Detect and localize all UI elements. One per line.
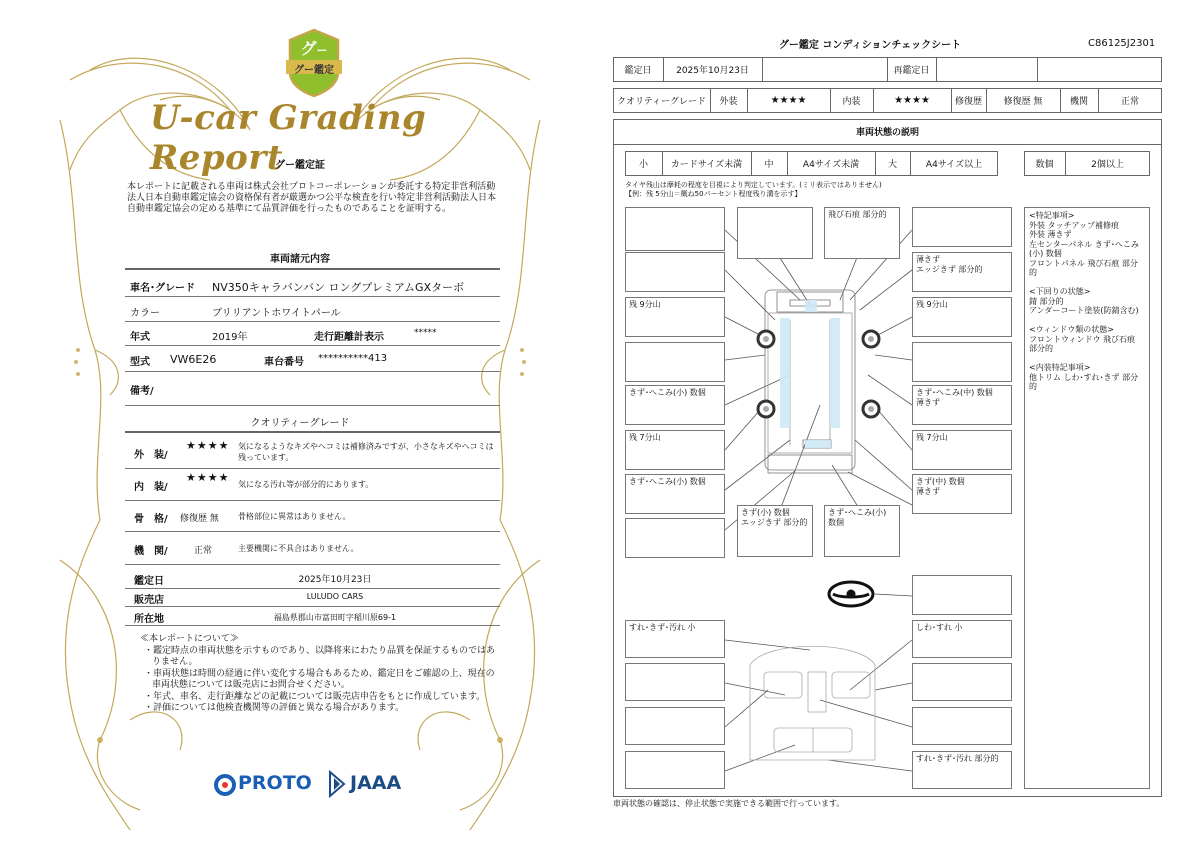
divider [125,564,500,565]
detail-box [625,252,725,292]
proto-logo: PROTO [238,772,312,794]
report-notes [140,634,500,715]
detail-box [912,342,1012,382]
int-label: 内装 [842,97,861,107]
detail-box [912,663,1012,701]
detail-box [737,207,813,259]
exterior-stars: ★★★★ [186,439,230,452]
detail-box [625,342,725,382]
name-value: NV350キャラバンバン ロングプレミアムGXターボ [212,281,465,294]
interior-icon [750,646,875,760]
condition-heading: 車両状態の説明 [855,128,919,138]
special-note-line: <内装特記事項> [1029,363,1091,372]
year-value: 2019年 [212,332,248,343]
date-label: 鑑定日 [624,66,652,76]
engine-value: 正常 [1120,97,1139,107]
remarks-label: 備考/ [130,386,154,397]
divider [125,431,500,433]
detail-box-tire-fl: 残 9分山 [625,297,725,337]
size-small-desc: カードサイズ未満 [670,160,743,170]
special-note-line: <ウィンドウ類の状態> [1029,325,1114,334]
badge-logo: グー [300,39,328,58]
special-note-line [1029,316,1145,326]
detail-box-front-right: 薄きず エッジきず 部分的 [912,252,1012,292]
divider [125,371,500,372]
size-small: 小 [638,160,648,170]
special-note-line: フロントパネル 飛び石痕 部分的 [1029,258,1138,277]
special-note-line: アンダーコート塗装(防錆含む) [1029,306,1139,315]
mileage-value: ***** [414,328,437,338]
detail-box [625,663,725,701]
int-stars: ★★★★ [894,95,930,106]
engine-note: 主要機関に不具合はありません。 [238,544,359,553]
notes-heading: ≪本レポートについて≫ [140,634,239,644]
detail-box [625,751,725,789]
chassis-value: **********413 [318,353,388,364]
detail-box-rear-seat: すれ･きず･汚れ 部分的 [912,751,1012,789]
repair-value: 修復歴 無 [1003,97,1043,107]
detail-box-rear: きず(小) 数個 エッジきず 部分的 [737,505,813,557]
size-large: 大 [887,160,897,170]
detail-box-tire-rl: 残 7分山 [625,430,725,470]
ext-stars: ★★★★ [770,95,807,106]
detail-box-rear-left: きず･へこみ(小) 数個 [625,474,725,514]
exterior-label: 外 装/ [134,450,168,461]
steering-wheel-icon [829,582,873,606]
address-label: 所在地 [134,614,164,625]
special-notes-list [1029,211,1145,392]
divider [125,345,500,346]
special-note-line: <特記事項> [1029,211,1075,220]
divider [125,405,500,406]
model-value: VW6E26 [170,353,217,366]
detail-box [912,707,1012,745]
specs-heading: 車両諸元内容 [270,254,330,265]
ext-label: 外装 [719,97,738,107]
detail-box [625,518,725,558]
exterior-note: 気になるようなキズやヘコミは補修済みですが、小さなキズやヘコミは残っています。 [238,442,494,462]
dealer-value: LULUDO CARS [306,592,364,601]
cert-heading: グー鑑定証 [275,160,325,171]
divider [125,588,500,589]
jaaa-logo: JAAA [350,772,402,794]
sheet-title: グー鑑定 コンディションチェックシート [778,40,962,51]
detail-box-left-side: きず･へこみ(小) 数個 [625,385,725,425]
model-label: 型式 [130,357,150,368]
divider [125,606,500,607]
detail-box-rear-right: きず(中) 数個 薄きず [912,474,1012,514]
interior-label: 内 装/ [134,482,168,493]
report-title: U-car Grading Report [150,98,427,178]
note-item: ・車両状態は時間の経過に伴い変化する場合もあるため、鑑定日をご確認の上、現在の車両状態については販売店にお問合せください。 [144,668,495,690]
engine-label: 機関 [1069,97,1088,107]
detail-box-interior-right: しわ･すれ 小 [912,620,1012,658]
redate-label: 再鑑定日 [893,66,930,76]
detail-box-tire-fr: 残 9分山 [912,297,1012,337]
sheet-footer: 車両状態の確認は、停止状態で実施できる範囲で行っています。 [613,799,845,808]
date-value: 2025年10月23日 [676,66,749,76]
divider [125,531,500,532]
divider [125,321,500,322]
sheet-code: C86125J2301 [1088,38,1156,49]
detail-box [625,707,725,745]
frame-note: 骨格部位に異常はありません。 [238,512,351,521]
special-note-line: 他トリム しわ･すれ･きず 部分的 [1029,372,1139,391]
count-desc: 2個以上 [1091,160,1124,170]
detail-box-steering [912,575,1012,615]
note-item: ・鑑定時点の車両状態を示すものであり、以降将来にわたり品質を保証するものではありません。 [144,645,496,667]
interior-stars: ★★★★ [186,471,230,484]
condition-check-sheet [600,0,1200,848]
color-label: カラー [130,308,160,319]
address-value: 福島県郡山市富田町字稲川原69-1 [273,613,397,622]
repair-label: 修復歴 [954,97,982,107]
note-item: ・評価については他検査機関等の評価と異なる場合があります。 [144,703,405,713]
special-note-line: フロントウィンドウ 飛び石痕 部分的 [1029,334,1136,353]
detail-box-rear-center: きず･へこみ(小) 数個 [824,505,900,557]
divider [125,625,500,626]
engine-value: 正常 [194,546,213,556]
name-label: 車名･グレード [130,283,195,294]
interior-note: 気になる汚れ等が部分的にあります。 [238,480,374,489]
special-note-line: <下回りの状態> [1029,287,1091,296]
frame-value: 修復歴 無 [180,514,219,524]
tire-note: タイヤ残山は摩耗の程度を目視により判定しています。(ミリ表示ではありません) [625,181,882,189]
date-value: 2025年10月23日 [298,575,372,585]
badge-text: グー鑑定 [294,65,334,76]
cert-text: 本レポートに記載される車両は株式会社プロトコーポレーションが委託する特定非営利活動法人日本自動車鑑定協会の資格保有者が厳選かつ公平な検査を行い特定非営利活動法人日本自動車鑑定協会の定める基準にて品質評価を行ったものであることを証明する。 [127,182,497,214]
detail-box-tire-rr: 残 7分山 [912,430,1012,470]
engine-label: 機 関/ [134,546,168,557]
detail-box-interior: すれ･きず･汚れ 小 [625,620,725,658]
size-large-desc: A4サイズ以上 [925,160,983,170]
special-note-line: 外装 タッチアップ補修痕 [1029,220,1119,230]
special-note-line [1029,354,1145,364]
chassis-label: 車台番号 [264,357,304,368]
proto-logo-icon [214,772,240,798]
divider [125,500,500,501]
size-medium: 中 [764,160,774,170]
special-notes [1024,207,1150,789]
size-medium-desc: A4サイズ未満 [802,160,860,170]
count-label: 数個 [1035,160,1054,170]
year-label: 年式 [130,332,150,343]
special-note-line: 左センターパネル きず･へこみ(小) 数個 [1029,239,1139,258]
special-note-line: 錆 部分的 [1029,296,1064,306]
color-value: ブリリアントホワイトパール [212,308,341,319]
dealer-label: 販売店 [134,595,164,606]
detail-box [912,207,1012,247]
detail-box [625,207,725,251]
tire-example: 【例：残 5分山＝概ね50パーセント程度残り溝を示す】 [625,190,802,198]
special-note-line: 外装 薄きず [1029,230,1072,239]
special-note-line [1029,278,1145,288]
divider [125,296,500,297]
detail-box-front: 飛び石痕 部分的 [824,207,900,259]
mileage-label: 走行距離計表示 [314,332,384,343]
date-label: 鑑定日 [134,576,164,587]
divider [125,468,500,469]
frame-label: 骨 格/ [134,514,168,525]
qg-label: クオリティーグレード [616,97,707,107]
jaaa-logo-icon [326,770,348,798]
divider [125,268,500,270]
note-item: ・年式、車名、走行距離などの記載については販売店申告をもとに作成しています。 [144,691,486,702]
detail-box-right-side: きず･へこみ(中) 数個 薄きず [912,385,1012,425]
quality-heading: クオリティーグレード [250,418,350,429]
